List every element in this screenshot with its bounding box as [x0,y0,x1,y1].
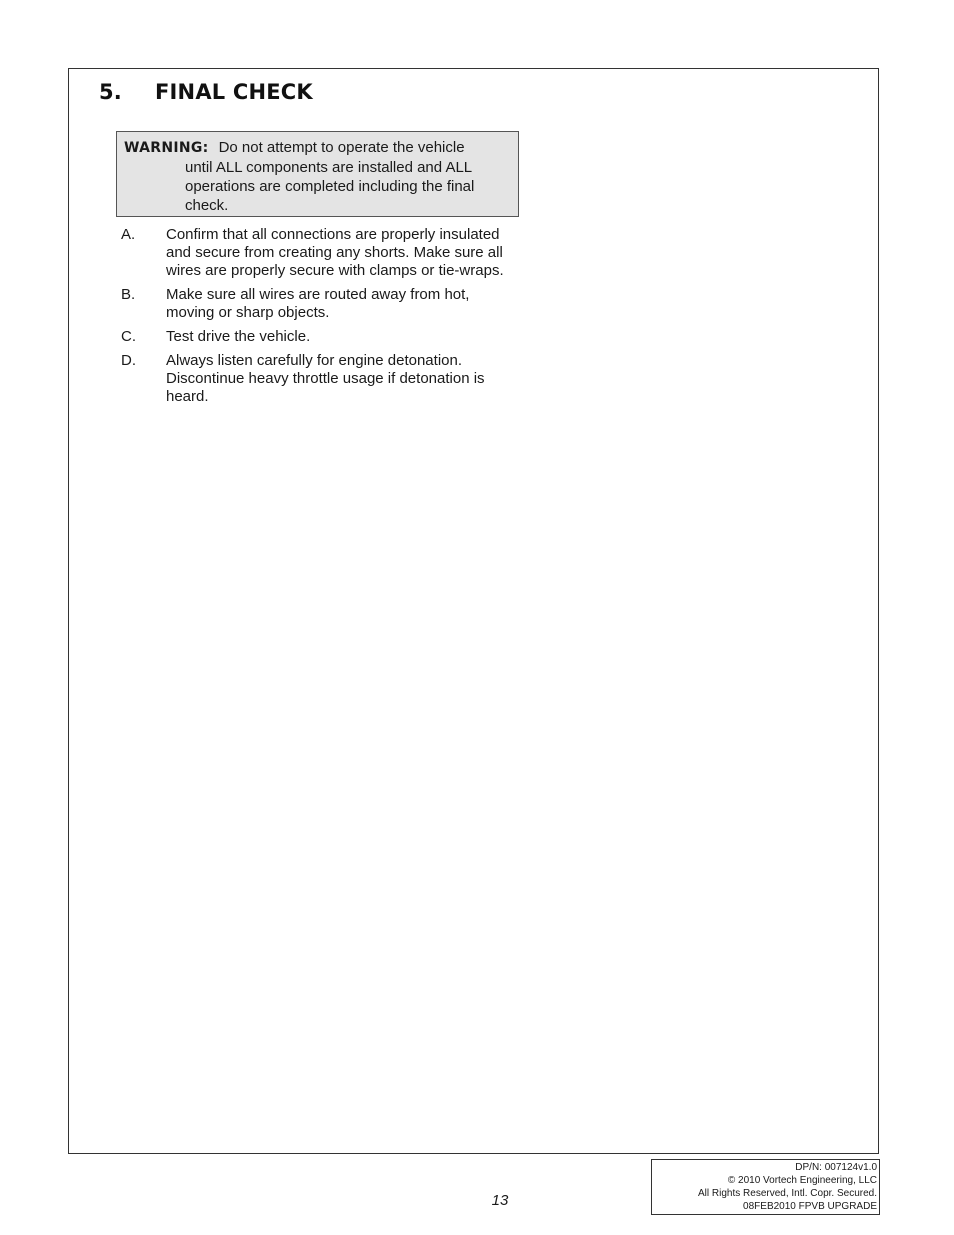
section-title: FINAL CHECK [155,80,313,104]
list-item [121,286,521,322]
document-info-box [651,1159,880,1215]
page-number: 13 [491,1192,509,1209]
list-item [121,226,521,280]
section-heading [99,80,313,104]
step-letter: C. [121,328,136,345]
warning-rest-text: until ALL components are installed and ALL operations are completed including the final check. [185,159,475,214]
step-text: Confirm that all connections are properly insulated and secure from creating any shorts. Make sure all wires are properly secure with clamps or tie-wraps. [166,226,504,279]
warning-label: WARNING: [124,140,209,156]
warning-box [116,131,519,217]
rights-line: All Rights Reserved, Intl. Copr. Secured. [698,1188,877,1199]
list-item [121,328,521,346]
step-letter: A. [121,226,136,243]
document-part-number: DP/N: 007124v1.0 [795,1162,877,1173]
step-letter: D. [121,352,136,369]
list-item [121,352,521,406]
step-text: Always listen carefully for engine detonation. Discontinue heavy throttle usage if detonation is heard. [166,352,485,405]
step-text: Make sure all wires are routed away from hot, moving or sharp objects. [166,286,470,321]
revision-line: 08FEB2010 FPVB UPGRADE [743,1201,877,1212]
warning-first-line [124,138,510,158]
step-letter: B. [121,286,136,303]
step-list [121,226,521,412]
section-number: 5. [99,80,122,104]
step-text: Test drive the vehicle. [166,328,311,345]
warning-first-text: Do not attempt to operate the vehicle [218,139,465,156]
copyright-line: © 2010 Vortech Engineering, LLC [727,1175,877,1186]
